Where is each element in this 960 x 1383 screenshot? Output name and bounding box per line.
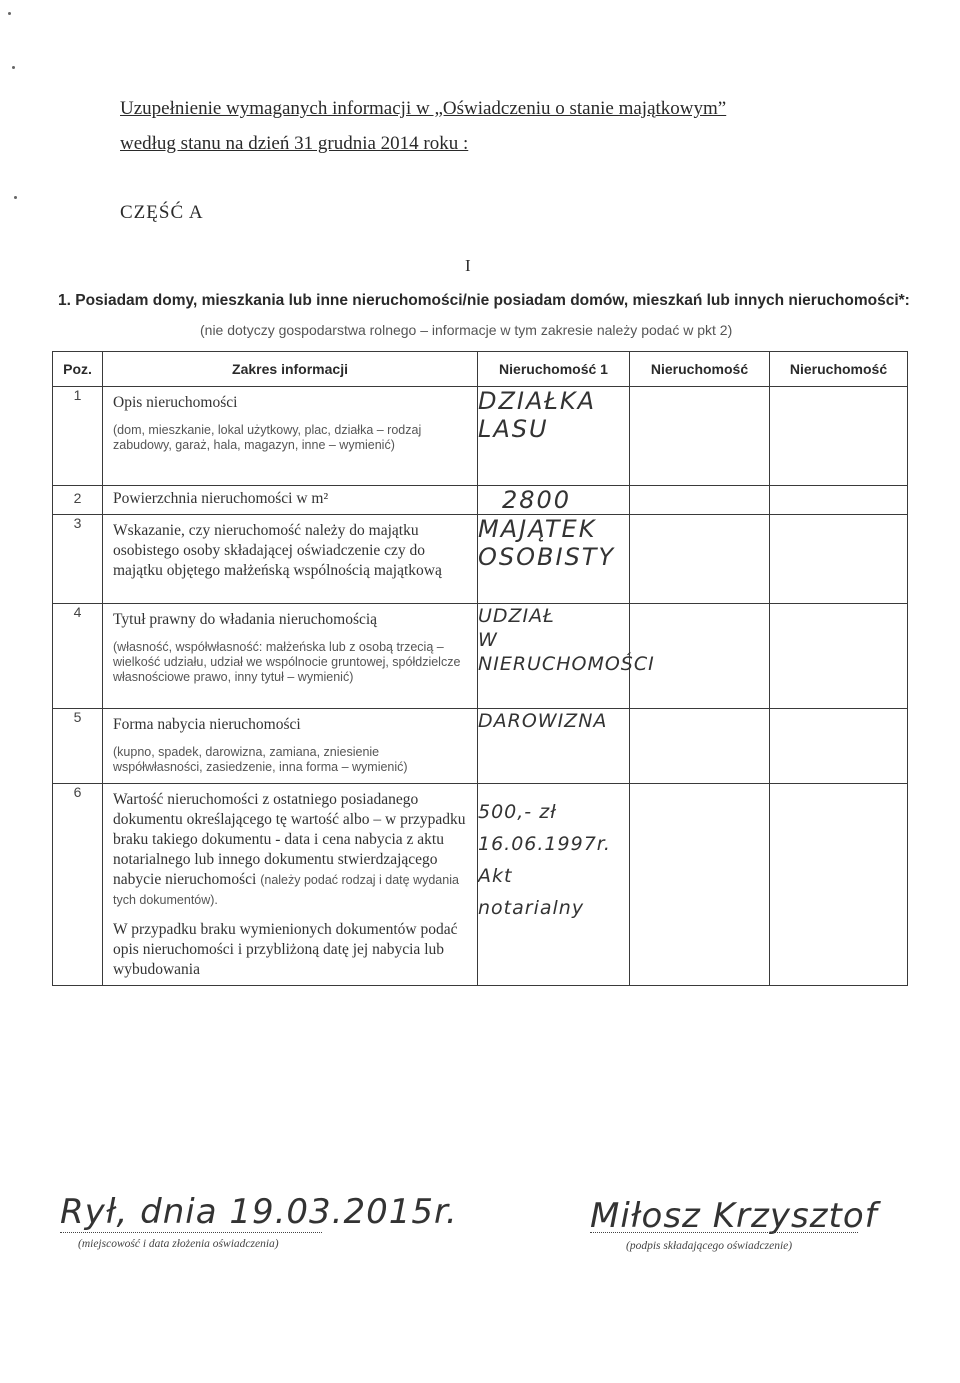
place-date-signature: Rył, dnia 19.03.2015r. [60, 1192, 458, 1232]
row-number: 4 [53, 604, 103, 709]
property-3-value [770, 709, 908, 784]
property-3-value [770, 387, 908, 486]
row-sub-text: (kupno, spadek, darowizna, zamiana, zniesienie współwłasności, zasiedzenie, inna forma – wymienić) [113, 745, 408, 774]
handwritten-line: LASU [478, 415, 549, 443]
row-main-text-note: (należy podać rodzaj i datę wydania tych dokumentów). [113, 873, 459, 907]
handwritten-line: OSOBISTY [478, 543, 616, 571]
property-2-value [630, 515, 770, 604]
signer-dotted-line [590, 1232, 858, 1233]
row-main-text-2: W przypadku braku wymienionych dokumentów podać opis nieruchomości i przybliżoną datę jej nabycia lub wybudowania [113, 921, 458, 978]
property-1-value [478, 387, 630, 486]
property-1-value [478, 784, 630, 986]
signer-caption: (podpis składającego oświadczenie) [626, 1240, 793, 1252]
header-property-3: Nieruchomość [770, 352, 908, 387]
property-2-value [630, 387, 770, 486]
row-main-text: Tytuł prawny do władania nieruchomością [113, 611, 378, 628]
property-1-value [478, 604, 655, 709]
table-row [53, 515, 908, 604]
table-row [53, 784, 908, 986]
section-number: I [465, 256, 471, 275]
question-1: 1. Posiadam domy, mieszkania lub inne nieruchomości/nie posiadam domów, mieszkań lub innych nieruchomości*: [58, 292, 910, 309]
table-header-row [53, 352, 908, 387]
row-description [103, 709, 478, 784]
handwritten-line: Akt [478, 865, 513, 887]
part-label: CZĘŚĆ A [120, 202, 204, 223]
property-table [52, 351, 908, 986]
handwritten-line: UDZIAŁ [478, 605, 555, 627]
scan-speck [14, 196, 17, 199]
handwritten-line: 500,- zł [478, 801, 557, 823]
handwritten-line: DAROWIZNA [478, 710, 608, 732]
property-1-value [478, 486, 630, 515]
row-description [103, 486, 478, 515]
place-date-caption: (miejscowość i data złożenia oświadczenia) [78, 1238, 279, 1250]
scan-speck [8, 12, 11, 15]
document-title-line-2: według stanu na dzień 31 grudnia 2014 roku : [120, 133, 469, 154]
row-description [103, 387, 478, 486]
row-number: 1 [53, 387, 103, 486]
row-description [103, 784, 478, 986]
row-number: 3 [53, 515, 103, 604]
header-zakres: Zakres informacji [103, 352, 478, 387]
handwritten-line: MAJĄTEK [478, 515, 597, 543]
row-main-text-body: Wartość nieruchomości z ostatniego posiadanego dokumentu określającego tę wartość albo – w przypadku braku takiego dokumentu - data i cena nabycia z aktu notarialnego lub innego dokumentu stwierdzającego nabycie nieruchomości [113, 791, 466, 888]
property-2-value [630, 709, 770, 784]
table-row [53, 709, 908, 784]
header-property-2: Nieruchomość [630, 352, 770, 387]
row-main-text: Opis nieruchomości [113, 394, 238, 411]
header-property-1: Nieruchomość 1 [478, 352, 630, 387]
property-2-value [630, 486, 770, 515]
header-poz: Poz. [53, 352, 103, 387]
property-3-value [770, 604, 908, 709]
handwritten-line: NIERUCHOMOŚCI [478, 653, 655, 675]
table-row [53, 387, 908, 486]
row-main-text: Powierzchnia nieruchomości w m² [113, 490, 329, 507]
row-number: 5 [53, 709, 103, 784]
row-sub-text: (własność, współwłasność: małżeńska lub z osobą trzecią – wielkość udziału, udział we wspólnocie gruntowej, spółdzielcze własnościowe prawo, inny tytuł – wymienić) [113, 640, 461, 684]
handwritten-line: 16.06.1997r. [478, 833, 611, 855]
property-1-value [478, 515, 630, 604]
table-row [53, 486, 908, 515]
document-title-line-1: Uzupełnienie wymaganych informacji w „Oświadczeniu o stanie majątkowym” [120, 98, 727, 119]
handwritten-line: notarialny [478, 897, 585, 919]
row-description [103, 604, 478, 709]
row-number: 6 [53, 784, 103, 986]
handwritten-line: 2800 [502, 486, 572, 514]
row-description [103, 515, 478, 604]
property-3-value [770, 486, 908, 515]
scan-speck [12, 66, 15, 69]
row-sub-text: (dom, mieszkanie, lokal użytkowy, plac, działka – rodzaj zabudowy, garaż, hala, magazyn, inne – wymienić) [113, 423, 422, 452]
handwritten-line: W [478, 629, 498, 651]
row-number: 2 [53, 486, 103, 515]
property-2-value [630, 784, 770, 986]
property-3-value [770, 515, 908, 604]
handwritten-line: DZIAŁKA [478, 387, 597, 415]
question-1-note: (nie dotyczy gospodarstwa rolnego – informacje w tym zakresie należy podać w pkt 2) [200, 322, 733, 338]
property-3-value [770, 784, 908, 986]
table-row [53, 604, 908, 709]
row-main-text [103, 784, 477, 910]
property-1-value [478, 709, 630, 784]
row-main-text: Wskazanie, czy nieruchomość należy do majątku osobistego osoby składającej oświadczenie czy do majątku objętego małżeńską wspólnością majątkową [113, 522, 442, 579]
signer-signature: Miłosz Krzysztof [590, 1196, 878, 1236]
place-date-dotted-line [60, 1232, 322, 1233]
row-main-text: Forma nabycia nieruchomości [113, 716, 301, 733]
